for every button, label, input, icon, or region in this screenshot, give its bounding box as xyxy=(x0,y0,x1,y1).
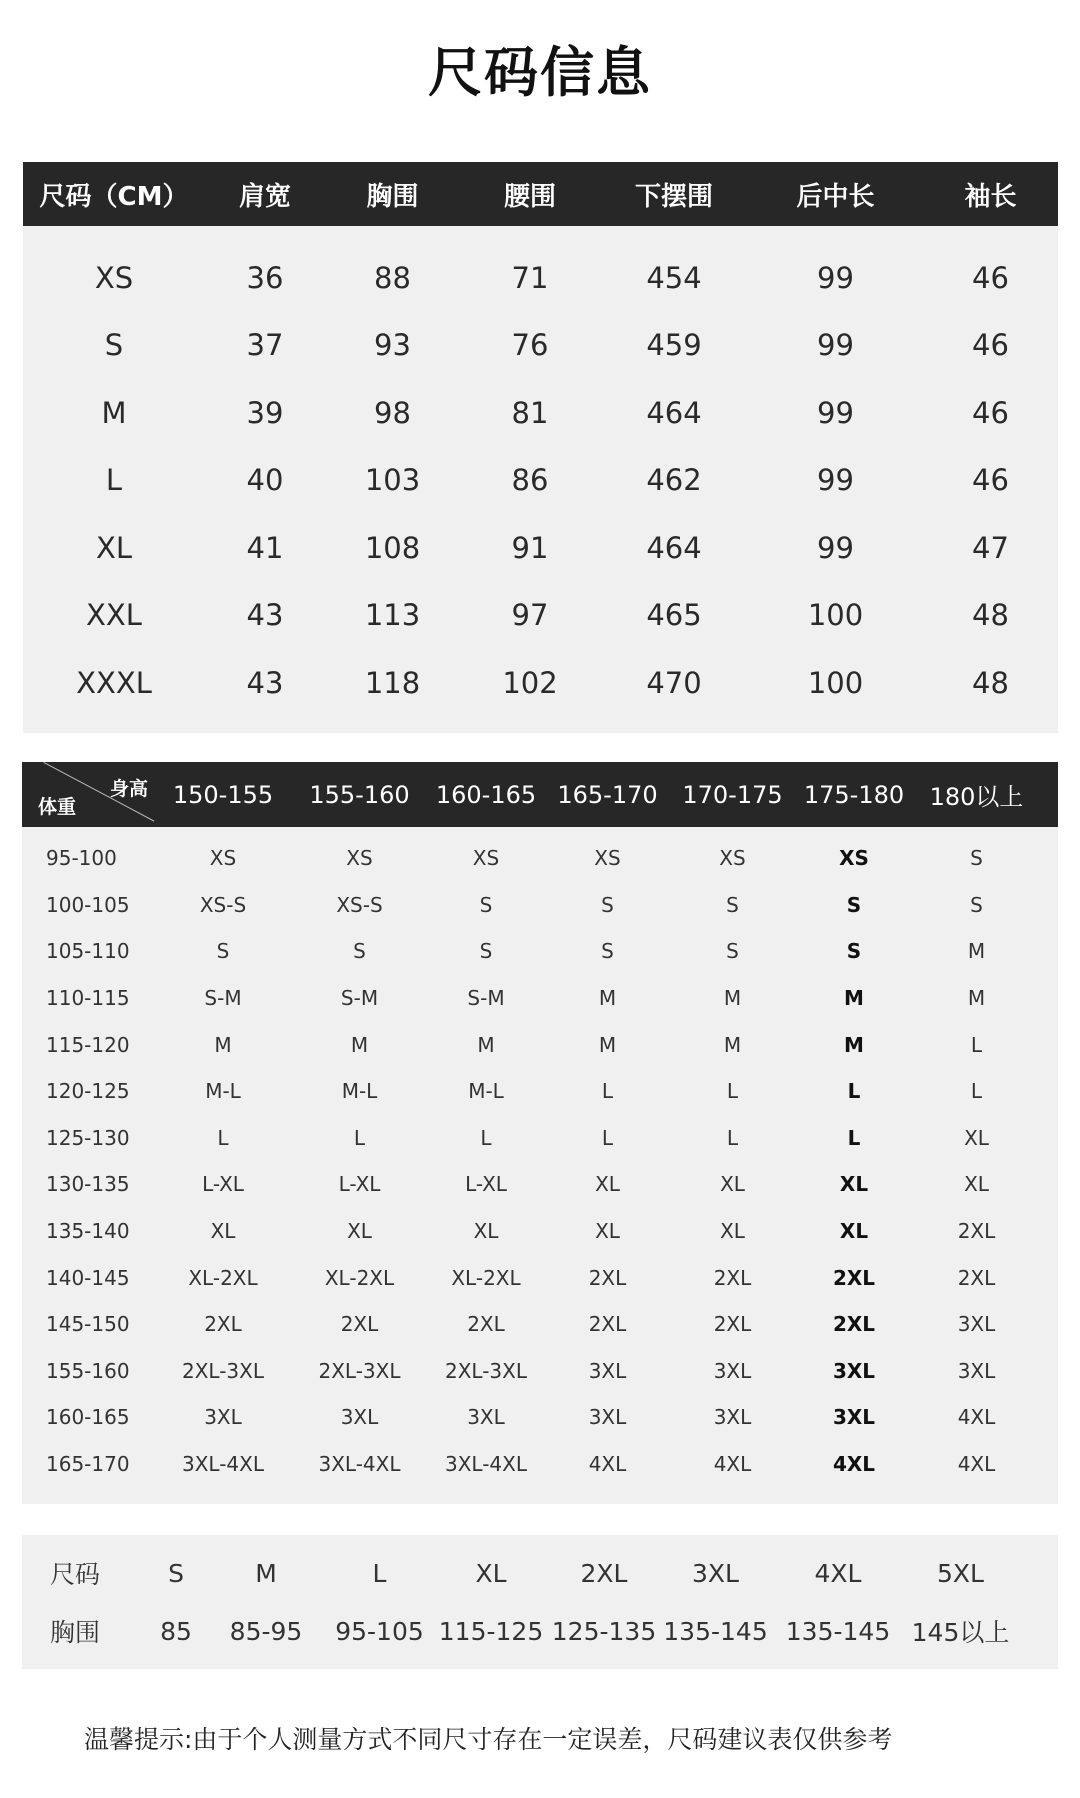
weight-cell: 155-160 xyxy=(46,1358,130,1383)
measurement-cell: 43 xyxy=(246,665,284,700)
table-row xyxy=(22,1441,1058,1488)
size-disclaimer: 温馨提示:由于个人测量方式不同尺寸存在一定误差，尺码建议表仅供参考 xyxy=(84,1725,893,1754)
measurement-cell: 86 xyxy=(511,463,549,498)
recommended-size-cell: M xyxy=(598,1032,617,1057)
measurement-cell: 71 xyxy=(511,260,549,295)
height-col-header: 155-160 xyxy=(309,780,410,809)
recommended-size-cell: M xyxy=(477,1032,495,1057)
recommended-size-cell: 3XL-4XL xyxy=(444,1452,527,1477)
recommended-size-cell: 3XL xyxy=(588,1405,627,1430)
weight-cell: 120-125 xyxy=(46,1079,130,1104)
header-size: 尺码（CM） xyxy=(39,181,189,212)
garment-table-header xyxy=(23,162,1058,226)
chest-cell: 85 xyxy=(160,1616,192,1646)
recommended-size-cell: 3XL xyxy=(467,1405,505,1430)
page-title: 尺码信息 xyxy=(428,41,652,104)
size-cell: XXL xyxy=(86,598,142,633)
table-row xyxy=(22,975,1058,1022)
recommended-size-cell: 2XL-3XL xyxy=(318,1358,401,1383)
recommended-size-cell: M xyxy=(967,986,986,1011)
table-row xyxy=(22,835,1058,882)
recommended-size-cell: S-M xyxy=(204,986,242,1011)
recommended-size-cell: 3XL xyxy=(204,1405,242,1430)
chest-cell: 115-125 xyxy=(438,1616,544,1646)
recommended-size-cell: XL xyxy=(473,1219,499,1244)
measurement-cell: 43 xyxy=(246,598,284,633)
size-cell: S xyxy=(168,1558,184,1588)
recommended-size-cell: L xyxy=(726,1079,739,1104)
recommended-size-cell: L xyxy=(847,1125,861,1150)
recommended-size-cell: 4XL xyxy=(832,1452,876,1477)
weight-cell: 130-135 xyxy=(46,1172,130,1197)
recommended-size-cell: S xyxy=(216,939,230,964)
recommended-size-cell: 4XL xyxy=(713,1452,752,1477)
recommended-size-cell: XL xyxy=(595,1172,620,1197)
header-waist: 腰围 xyxy=(503,181,556,212)
recommended-size-cell: M xyxy=(598,986,617,1011)
recommended-size-cell: M xyxy=(214,1032,232,1057)
measurement-cell: 99 xyxy=(817,395,854,430)
recommended-size-cell: 3XL-4XL xyxy=(318,1452,401,1477)
chest-cell: 125-135 xyxy=(551,1616,657,1646)
recommended-size-cell: M xyxy=(723,1032,742,1057)
measurement-cell: 46 xyxy=(972,463,1009,498)
recommended-size-cell: M-L xyxy=(205,1079,241,1104)
recommended-size-cell: L xyxy=(353,1125,366,1150)
recommended-size-cell: 2XL-3XL xyxy=(181,1358,264,1383)
recommended-size-cell: S xyxy=(970,846,983,871)
recommended-size-cell: S xyxy=(846,892,862,917)
recommended-size-cell: 2XL xyxy=(588,1265,627,1290)
recommended-size-cell: 3XL xyxy=(957,1312,996,1337)
measurement-cell: 46 xyxy=(972,328,1009,363)
size-cell: 5XL xyxy=(937,1558,984,1588)
chest-row xyxy=(22,1602,1058,1660)
recommended-size-cell: S xyxy=(479,892,493,917)
header-back-length: 后中长 xyxy=(796,181,875,212)
recommended-size-cell: S-M xyxy=(340,986,379,1011)
recommended-size-cell: XL-2XL xyxy=(451,1265,521,1290)
recommended-size-cell: M xyxy=(350,1032,369,1057)
size-cell: L xyxy=(372,1558,387,1588)
measurement-cell: 99 xyxy=(817,260,854,295)
recommended-size-cell: S xyxy=(970,892,983,917)
recommended-size-cell: L-XL xyxy=(202,1172,244,1197)
recommended-size-cell: L xyxy=(217,1125,229,1150)
size-cell: XL xyxy=(95,530,133,565)
recommended-size-cell: 2XL xyxy=(713,1265,752,1290)
table-row xyxy=(22,1115,1058,1162)
measurement-cell: 39 xyxy=(246,395,284,430)
recommended-size-cell: S xyxy=(601,939,614,964)
table-row xyxy=(23,447,1058,515)
measurement-cell: 100 xyxy=(807,665,864,700)
measurement-cell: 81 xyxy=(511,395,549,430)
recommended-size-cell: 2XL xyxy=(467,1312,505,1337)
size-cell: 3XL xyxy=(692,1558,739,1588)
recommended-size-cell: 3XL xyxy=(713,1358,752,1383)
table-row xyxy=(23,582,1058,650)
measurement-cell: 41 xyxy=(246,530,284,565)
weight-cell: 110-115 xyxy=(46,986,130,1011)
recommended-size-cell: XS-S xyxy=(199,892,247,917)
recommended-size-cell: XL xyxy=(210,1219,236,1244)
recommended-size-cell: XL xyxy=(347,1219,372,1244)
table-row xyxy=(22,1254,1058,1301)
recommended-size-cell: XL-2XL xyxy=(324,1265,395,1290)
measurement-cell: 99 xyxy=(817,328,854,363)
fit-table-corner xyxy=(22,762,154,827)
recommended-size-cell: S-M xyxy=(467,986,505,1011)
weight-cell: 95-100 xyxy=(46,846,117,871)
recommended-size-cell: 2XL xyxy=(957,1219,996,1244)
measurement-cell: 99 xyxy=(817,463,854,498)
height-col-header: 160-165 xyxy=(435,780,537,809)
recommended-size-cell: M xyxy=(723,986,742,1011)
recommended-size-cell: M xyxy=(844,1032,864,1057)
recommended-size-cell: 2XL xyxy=(713,1312,752,1337)
table-row xyxy=(22,1394,1058,1441)
table-row xyxy=(22,928,1058,975)
table-row xyxy=(22,1301,1058,1348)
recommended-size-cell: XL xyxy=(964,1172,989,1197)
recommended-size-cell: XL xyxy=(839,1172,869,1197)
recommended-size-cell: L xyxy=(970,1032,983,1057)
garment-size-table xyxy=(23,162,1058,733)
recommended-size-cell: 3XL xyxy=(588,1358,627,1383)
recommended-size-cell: 4XL xyxy=(588,1452,627,1477)
size-cell: XS xyxy=(94,260,134,295)
measurement-cell: 464 xyxy=(646,530,702,565)
chest-cell: 135-145 xyxy=(663,1616,768,1646)
measurement-cell: 93 xyxy=(374,328,411,363)
fit-recommendation-table xyxy=(22,762,1058,1504)
weight-cell: 115-120 xyxy=(46,1032,130,1057)
weight-cell: 165-170 xyxy=(46,1452,130,1477)
size-cell: 2XL xyxy=(580,1558,628,1588)
measurement-cell: 97 xyxy=(511,598,549,633)
weight-axis-label: 体重 xyxy=(38,796,77,818)
size-row xyxy=(22,1544,1058,1602)
measurement-cell: 113 xyxy=(364,598,421,633)
weight-cell: 145-150 xyxy=(46,1312,130,1337)
table-row xyxy=(23,244,1058,312)
chest-cell: 145以上 xyxy=(911,1618,1010,1647)
measurement-cell: 102 xyxy=(502,665,558,700)
recommended-size-cell: XL xyxy=(720,1172,745,1197)
recommended-size-cell: 2XL xyxy=(340,1312,379,1337)
size-cell: L xyxy=(105,463,123,498)
measurement-cell: 100 xyxy=(807,598,864,633)
recommended-size-cell: L xyxy=(601,1079,614,1104)
recommended-size-cell: 3XL xyxy=(832,1405,876,1430)
height-axis-label: 身高 xyxy=(110,778,149,800)
weight-cell: 100-105 xyxy=(46,892,130,917)
recommended-size-cell: S xyxy=(846,939,862,964)
recommended-size-cell: 3XL xyxy=(340,1405,379,1430)
size-cell: S xyxy=(104,328,124,363)
recommended-size-cell: 2XL xyxy=(204,1312,242,1337)
recommended-size-cell: XS xyxy=(594,846,621,871)
measurement-cell: 99 xyxy=(817,530,854,565)
recommended-size-cell: L xyxy=(970,1079,983,1104)
recommended-size-cell: XS xyxy=(719,846,746,871)
weight-cell: 160-165 xyxy=(46,1405,130,1430)
fit-table-header xyxy=(22,762,1058,827)
recommended-size-cell: XL xyxy=(595,1219,620,1244)
size-row-label: 尺码 xyxy=(50,1560,101,1589)
recommended-size-cell: L xyxy=(726,1125,739,1150)
recommended-size-cell: XS-S xyxy=(336,892,383,917)
recommended-size-cell: M-L xyxy=(341,1079,378,1104)
recommended-size-cell: S xyxy=(601,892,614,917)
table-row xyxy=(22,882,1058,929)
garment-table-body xyxy=(23,226,1058,717)
measurement-cell: 36 xyxy=(246,260,284,295)
recommended-size-cell: 4XL xyxy=(957,1405,996,1430)
table-row xyxy=(23,649,1058,717)
size-cell: M xyxy=(255,1558,277,1588)
recommended-size-cell: XL-2XL xyxy=(188,1265,258,1290)
recommended-size-cell: M xyxy=(844,986,864,1011)
measurement-cell: 76 xyxy=(511,328,549,363)
height-col-header: 150-155 xyxy=(172,780,274,809)
measurement-cell: 454 xyxy=(646,260,702,295)
height-col-header: 170-175 xyxy=(682,780,783,809)
table-row xyxy=(23,514,1058,582)
table-row xyxy=(22,1161,1058,1208)
weight-cell: 125-130 xyxy=(46,1125,130,1150)
recommended-size-cell: L xyxy=(601,1125,614,1150)
recommended-size-cell: XS xyxy=(346,846,373,871)
measurement-cell: 98 xyxy=(374,395,411,430)
recommended-size-cell: L-XL xyxy=(465,1172,507,1197)
chest-cell: 95-105 xyxy=(335,1616,424,1646)
size-cell: 4XL xyxy=(814,1558,862,1588)
size-cell: XXXL xyxy=(76,665,152,700)
size-cell: M xyxy=(101,395,127,430)
weight-cell: 140-145 xyxy=(46,1265,130,1290)
measurement-cell: 459 xyxy=(646,328,702,363)
header-chest: 胸围 xyxy=(366,181,419,212)
table-row xyxy=(22,1068,1058,1115)
recommended-size-cell: L xyxy=(480,1125,492,1150)
recommended-size-cell: S xyxy=(479,939,493,964)
recommended-size-cell: M-L xyxy=(468,1079,504,1104)
recommended-size-cell: XS xyxy=(209,846,237,871)
recommended-size-cell: 2XL xyxy=(588,1312,627,1337)
size-cell: XL xyxy=(475,1558,507,1588)
weight-cell: 105-110 xyxy=(46,939,130,964)
measurement-cell: 108 xyxy=(364,530,421,565)
measurement-cell: 37 xyxy=(246,328,284,363)
measurement-cell: 48 xyxy=(972,598,1009,633)
height-col-header: 165-170 xyxy=(557,780,658,809)
table-row xyxy=(23,312,1058,380)
height-col-header: 180以上 xyxy=(929,783,1024,811)
recommended-size-cell: 2XL-3XL xyxy=(444,1358,527,1383)
measurement-cell: 46 xyxy=(972,395,1009,430)
measurement-cell: 40 xyxy=(246,463,284,498)
measurement-cell: 464 xyxy=(646,395,702,430)
measurement-cell: 48 xyxy=(972,665,1009,700)
measurement-cell: 91 xyxy=(511,530,549,565)
recommended-size-cell: 3XL-4XL xyxy=(181,1452,264,1477)
table-row xyxy=(22,1208,1058,1255)
measurement-cell: 103 xyxy=(364,463,421,498)
measurement-cell: 46 xyxy=(972,260,1009,295)
recommended-size-cell: XL xyxy=(964,1125,989,1150)
recommended-size-cell: XS xyxy=(839,846,869,871)
measurement-cell: 470 xyxy=(646,665,702,700)
recommended-size-cell: 2XL xyxy=(957,1265,996,1290)
recommended-size-cell: XL xyxy=(839,1219,869,1244)
weight-cell: 135-140 xyxy=(46,1219,130,1244)
measurement-cell: 47 xyxy=(972,530,1009,565)
recommended-size-cell: S xyxy=(726,939,739,964)
table-row xyxy=(22,1348,1058,1395)
recommended-size-cell: 3XL xyxy=(713,1405,752,1430)
recommended-size-cell: XL xyxy=(720,1219,745,1244)
recommended-size-cell: 4XL xyxy=(957,1452,996,1477)
header-sleeve: 袖长 xyxy=(964,181,1017,212)
measurement-cell: 462 xyxy=(646,463,702,498)
chest-cell: 85-95 xyxy=(229,1616,303,1646)
chest-cell: 135-145 xyxy=(785,1616,891,1646)
recommended-size-cell: S xyxy=(726,892,739,917)
recommended-size-cell: L xyxy=(847,1079,861,1104)
table-row xyxy=(22,1021,1058,1068)
height-col-header: 175-180 xyxy=(803,780,905,809)
measurement-cell: 118 xyxy=(364,665,421,700)
recommended-size-cell: 2XL xyxy=(832,1312,876,1337)
recommended-size-cell: L-XL xyxy=(338,1172,381,1197)
recommended-size-cell: 3XL xyxy=(832,1358,876,1383)
measurement-cell: 465 xyxy=(646,598,702,633)
table-row xyxy=(23,379,1058,447)
measurement-cell: 88 xyxy=(374,260,411,295)
fit-table-body xyxy=(22,827,1058,1487)
recommended-size-cell: 2XL xyxy=(832,1265,876,1290)
chest-size-table xyxy=(22,1535,1058,1669)
recommended-size-cell: M xyxy=(967,939,986,964)
recommended-size-cell: XS xyxy=(472,846,500,871)
header-shoulder: 肩宽 xyxy=(238,181,291,212)
header-hem: 下摆围 xyxy=(634,181,713,212)
chest-row-label: 胸围 xyxy=(50,1618,101,1647)
recommended-size-cell: S xyxy=(353,939,366,964)
recommended-size-cell: 3XL xyxy=(957,1358,996,1383)
